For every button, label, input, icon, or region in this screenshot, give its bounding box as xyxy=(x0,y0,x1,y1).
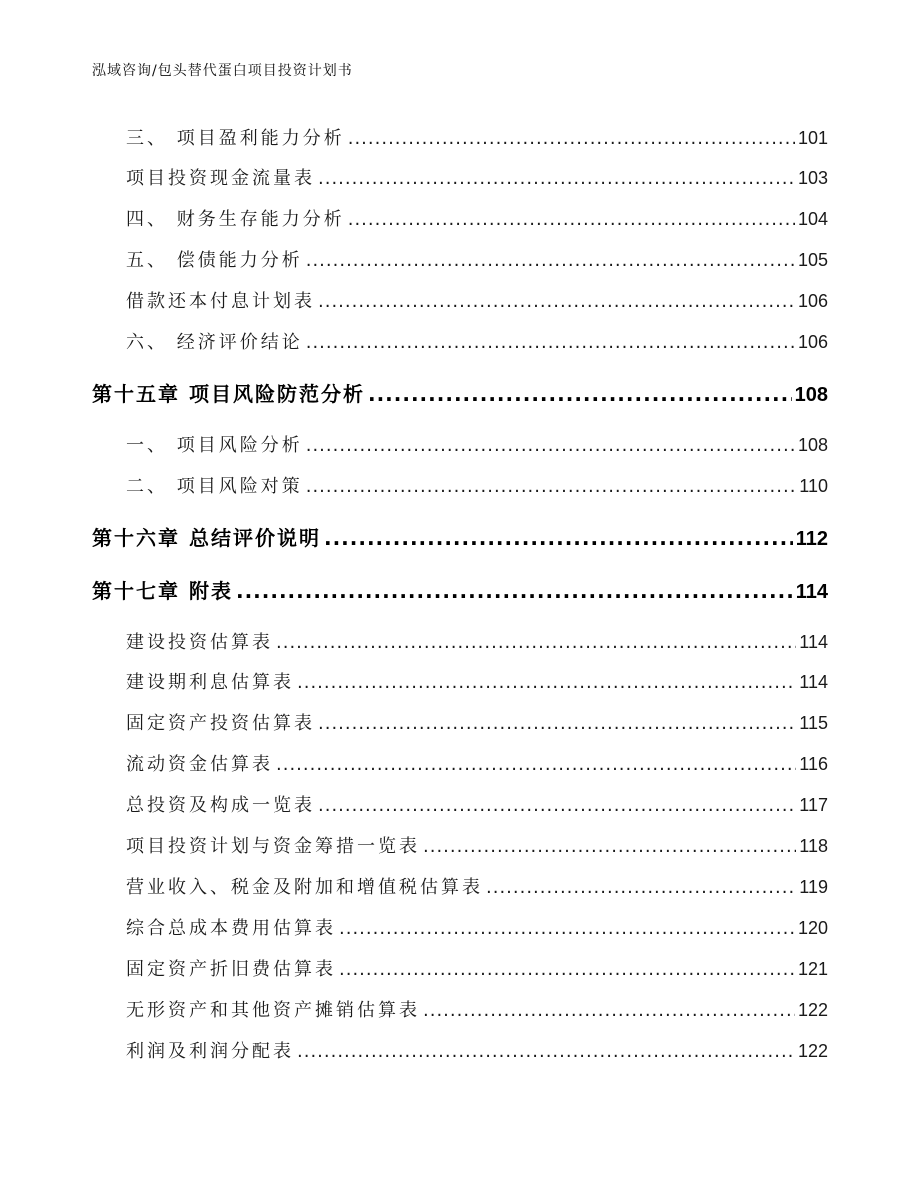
toc-entry-page: 103 xyxy=(797,168,828,188)
toc-entry[interactable] xyxy=(126,124,828,150)
dot-leader xyxy=(423,1000,795,1021)
toc-entry[interactable] xyxy=(126,996,828,1022)
toc-entry-title: 固定资产折旧费估算表 xyxy=(126,959,336,980)
toc-chapter-page: 112 xyxy=(795,528,828,550)
dot-leader xyxy=(318,291,795,312)
toc-entry-title: 建设投资估算表 xyxy=(126,632,273,653)
toc-entry[interactable] xyxy=(126,287,828,313)
dot-leader xyxy=(306,435,795,456)
toc-entry-page: 118 xyxy=(799,836,828,856)
toc-entry[interactable] xyxy=(126,246,828,272)
toc-entry[interactable] xyxy=(126,328,828,354)
dot-leader xyxy=(486,877,796,898)
toc-entry-title: 五、 偿债能力分析 xyxy=(126,250,303,271)
dot-leader xyxy=(318,168,795,189)
toc-entry-title: 建设期利息估算表 xyxy=(126,672,294,693)
toc-entry[interactable] xyxy=(126,472,828,498)
toc-entry-page: 106 xyxy=(797,332,828,352)
dot-leader xyxy=(339,918,795,939)
toc-entry-page: 105 xyxy=(797,250,828,270)
toc-entry-title: 借款还本付息计划表 xyxy=(126,291,315,312)
toc-entry-title: 四、 财务生存能力分析 xyxy=(126,209,345,230)
toc-entry-page: 110 xyxy=(799,476,828,496)
dot-leader xyxy=(318,713,796,734)
dot-leader xyxy=(348,128,795,149)
toc-chapter-entry[interactable] xyxy=(92,522,828,551)
toc-entry-page: 120 xyxy=(797,918,828,938)
running-header: 泓域咨询/包头替代蛋白项目投资计划书 xyxy=(92,63,353,79)
toc-chapter-page: 114 xyxy=(795,581,828,603)
toc-entry-page: 101 xyxy=(797,128,828,148)
toc-entry-page: 115 xyxy=(799,713,828,733)
toc-entry-page: 117 xyxy=(799,795,828,815)
toc-entry-title: 营业收入、税金及附加和增值税估算表 xyxy=(126,877,483,898)
toc-entry[interactable] xyxy=(126,431,828,457)
toc-entry[interactable] xyxy=(126,668,828,694)
toc-entry-title: 无形资产和其他资产摊销估算表 xyxy=(126,1000,420,1021)
toc-entry[interactable] xyxy=(126,205,828,231)
toc-chapter-entry[interactable] xyxy=(92,575,828,604)
toc-entry[interactable] xyxy=(126,791,828,817)
toc-entry-title: 二、 项目风险对策 xyxy=(126,476,303,497)
toc-chapter-page: 108 xyxy=(794,384,828,406)
toc-entry-page: 114 xyxy=(799,672,828,692)
dot-leader xyxy=(306,250,795,271)
toc-entry-title: 利润及利润分配表 xyxy=(126,1041,294,1062)
toc-entry[interactable] xyxy=(126,873,828,899)
dot-leader xyxy=(306,476,797,497)
toc-entry[interactable] xyxy=(126,628,828,654)
toc-entry[interactable] xyxy=(126,832,828,858)
toc-entry[interactable] xyxy=(126,709,828,735)
dot-leader xyxy=(276,632,796,653)
toc-chapter-title: 第十七章 附表 xyxy=(92,579,233,603)
toc-entry[interactable] xyxy=(126,914,828,940)
toc-entry-title: 项目投资现金流量表 xyxy=(126,168,315,189)
toc-entry-title: 项目投资计划与资金筹措一览表 xyxy=(126,836,420,857)
toc-entry-page: 119 xyxy=(799,877,828,897)
dot-leader xyxy=(297,672,796,693)
toc-entry[interactable] xyxy=(126,750,828,776)
toc-chapter-title: 第十五章 项目风险防范分析 xyxy=(92,382,365,406)
dot-leader xyxy=(318,795,796,816)
toc-entry[interactable] xyxy=(126,164,828,190)
toc-entry-title: 六、 经济评价结论 xyxy=(126,332,303,353)
dot-leader xyxy=(236,579,793,603)
dot-leader xyxy=(368,382,792,406)
toc-entry[interactable] xyxy=(126,955,828,981)
toc-entry-title: 一、 项目风险分析 xyxy=(126,435,303,456)
dot-leader xyxy=(423,836,796,857)
dot-leader xyxy=(324,526,793,550)
toc-entry-page: 122 xyxy=(797,1000,828,1020)
toc-chapter-title: 第十六章 总结评价说明 xyxy=(92,526,321,550)
toc-entry-page: 116 xyxy=(799,754,828,774)
toc-entry[interactable] xyxy=(126,1037,828,1063)
toc-chapter-entry[interactable] xyxy=(92,378,828,407)
toc-entry-page: 121 xyxy=(797,959,828,979)
toc-entry-title: 流动资金估算表 xyxy=(126,754,273,775)
dot-leader xyxy=(348,209,795,230)
dot-leader xyxy=(339,959,795,980)
toc-entry-page: 122 xyxy=(797,1041,828,1061)
toc-entry-page: 106 xyxy=(797,291,828,311)
toc-entry-title: 固定资产投资估算表 xyxy=(126,713,315,734)
toc-entry-title: 综合总成本费用估算表 xyxy=(126,918,336,939)
toc-entry-title: 三、 项目盈利能力分析 xyxy=(126,128,345,149)
toc-entry-page: 114 xyxy=(799,632,828,652)
toc-entry-page: 104 xyxy=(797,209,828,229)
toc-entry-title: 总投资及构成一览表 xyxy=(126,795,315,816)
dot-leader xyxy=(306,332,795,353)
dot-leader xyxy=(297,1041,795,1062)
toc-entry-page: 108 xyxy=(797,435,828,455)
dot-leader xyxy=(276,754,796,775)
